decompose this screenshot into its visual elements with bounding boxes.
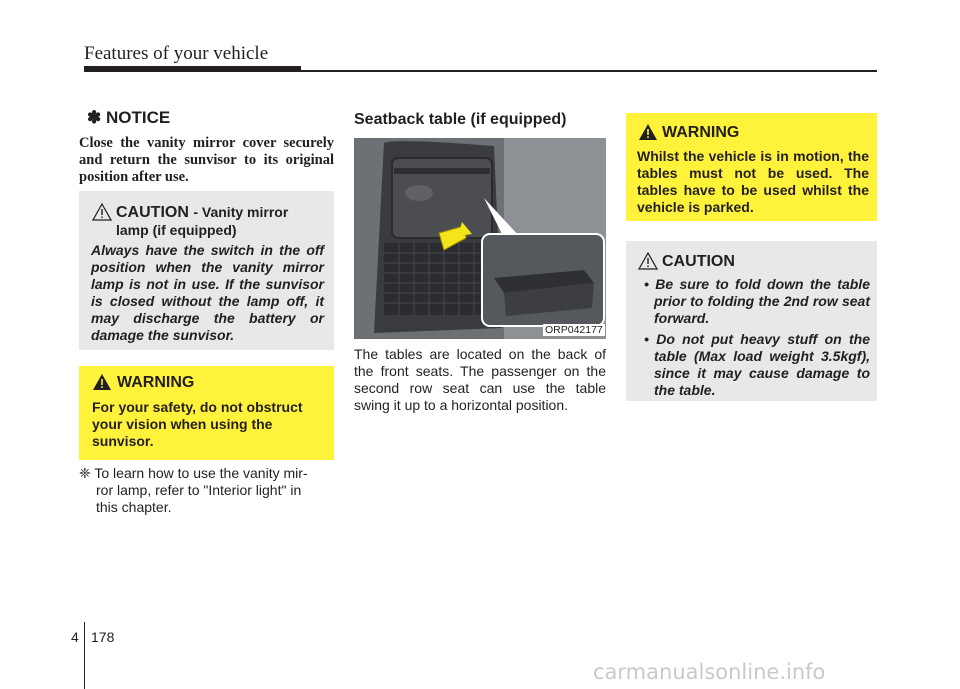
caution-table-title: CAUTION [662,253,735,270]
caution-vanity-label: CAUTION [116,204,189,221]
watermark: carmanualsonline.info [593,660,826,684]
note-line-1: To learn how to use the vanity mir- [94,465,308,481]
warning-motion-body: Whilst the vehicle is in motion, the tables must not be used. The tables have to be used whilst the vehicle is parked. [637,148,869,215]
note-line-2: ror lamp, refer to "Interior light" in [96,482,302,498]
caution-table-item-1: • Be sure to fold down the table prior to folding the 2nd row seat forward. [644,276,870,326]
seatback-table-photo [354,138,606,339]
warning-vision-title: WARNING [117,374,195,391]
warning-vision-body: For your safety, do not obstruct your vision when using the sunvisor. [92,399,303,449]
warning-motion-title: WARNING [662,124,740,141]
note-symbol: ❈ [79,465,91,481]
caution-triangle-icon [92,203,112,221]
chapter-number: 4 [71,629,79,645]
reference-note [79,465,334,516]
header-rule-thin [301,70,877,72]
page-number: 178 [91,629,115,645]
seatback-illustration [354,138,606,339]
caution-triangle-icon [638,252,658,270]
warning-triangle-icon [638,123,658,141]
caution-vanity-title [116,204,288,222]
caution-vanity-subtitle: - Vanity mirror [193,204,289,220]
caution-vanity-body: Always have the switch in the off position when the vanity mirror lamp is not in use. If the sunvisor is closed without the lamp off, it may discharge the battery or damage the sunvisor. [91,242,324,343]
caution-table-list [636,276,870,403]
notice-body: Close the vanity mirror cover securely and return the sunvisor to its original position after use. [79,135,334,185]
caution-vanity-subtitle-2: lamp (if equipped) [116,222,237,238]
page-header-title: Features of your vehicle [84,43,269,64]
image-reference-label: ORP042177 [545,324,603,336]
footer-rule [84,622,85,689]
notice-title: NOTICE [105,108,171,127]
notice-heading [87,108,170,128]
caution-table-item-2: • Do not put heavy stuff on the table (Max load weight 3.5kgf), since it may cause damage to the table. [644,331,871,398]
seatback-heading: Seatback table (if equipped) [354,111,567,128]
header-rule-thick [84,66,301,72]
note-line-3: this chapter. [96,499,172,515]
notice-symbol: ✽ [87,108,102,127]
seatback-body: The tables are located on the back of the front seats. The passenger on the second row seat can use the table swing it up to a horizontal position. [354,346,606,413]
warning-triangle-icon [92,373,112,391]
